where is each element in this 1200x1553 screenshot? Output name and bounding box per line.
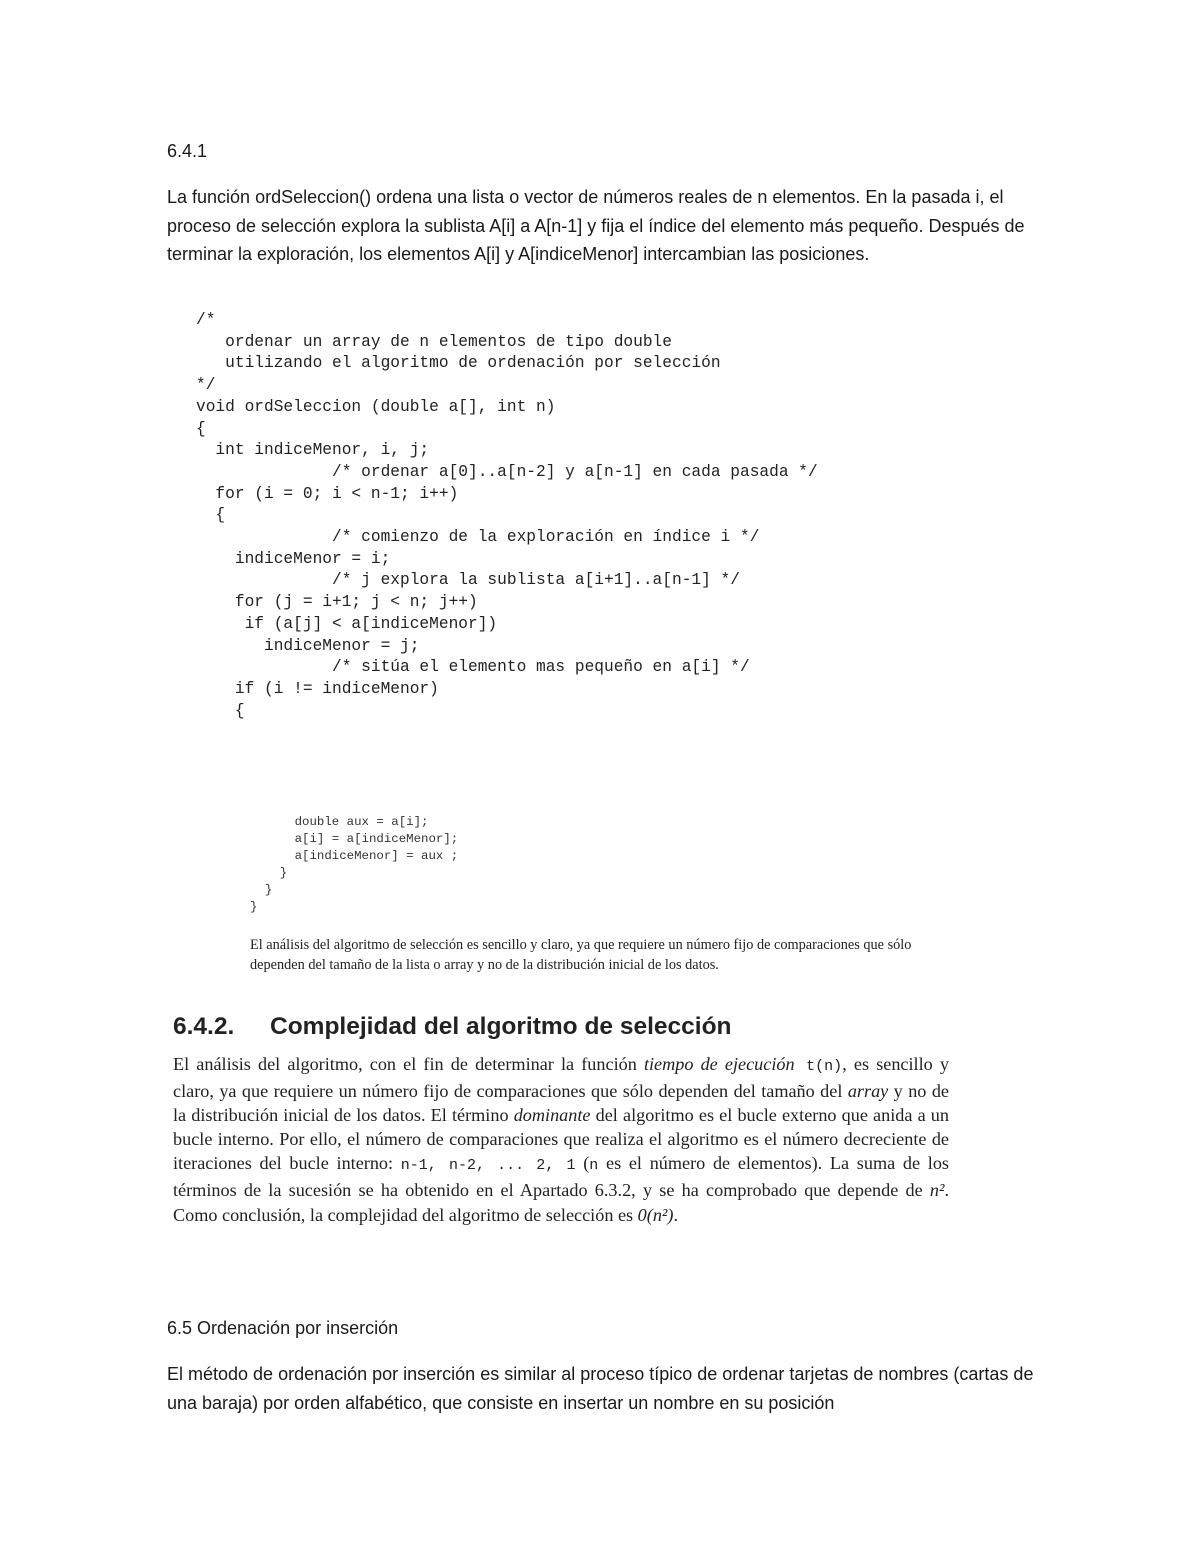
figure-caption: El análisis del algoritmo de selección es sencillo y claro, ya que requiere un número fijo de comparaciones que sólo dependen del tamaño de la lista o array y no de la distribución inicial de los datos. — [250, 937, 912, 973]
section-heading-6-4-2 — [173, 1013, 732, 1041]
text-run: . Como conclusión, la complejidad del algoritmo de selección es — [173, 1180, 949, 1225]
text-run: . — [673, 1204, 678, 1225]
text-run: y no de la distribución inicial de los datos. El término — [173, 1081, 949, 1126]
text-run: ( — [575, 1153, 590, 1174]
inline-code: n — [589, 1157, 599, 1175]
complexity-paragraph — [173, 1052, 949, 1227]
text-run: El análisis del algoritmo, con el fin de determinar la función — [173, 1054, 644, 1074]
section-heading-number: 6.4.2. — [173, 1013, 235, 1040]
inline-code: t(n) — [794, 1058, 843, 1075]
code-listing-continued: double aux = a[i]; a[i] = a[indiceMenor]; a[indiceMenor] = aux ; } } } — [250, 815, 459, 914]
text-run: del algoritmo es el bucle externo que anida a un bucle interno. Por ello, el número de comparaciones que realiza el algoritmo es el número decreciente de iteraciones del bucle interno: — [173, 1105, 949, 1174]
text-run: es el número de elementos). La suma de los términos de la sucesión se ha obtenido en el Apartado 6.3.2, y se ha comprobado que depende de — [173, 1153, 949, 1201]
inline-code: n-1, n-2, ... 2, 1 — [400, 1157, 576, 1175]
math-expression: n² — [929, 1180, 945, 1201]
intro-paragraph: La función ordSeleccion() ordena una lista o vector de números reales de n elementos. En la pasada i, el proceso de selección explora la sublista A[i] a A[n-1] y fija el índice del elemento más pequeño. Después de terminar la exploración, los elementos A[i] y A[indiceMenor] intercambian las posiciones. — [167, 187, 1025, 264]
emphasis-text: tiempo de ejecución — [643, 1054, 795, 1074]
section-number: 6.4.1 — [167, 141, 208, 161]
section-heading-title: Complejidad del algoritmo de selección — [270, 1013, 732, 1040]
emphasis-text: dominante — [513, 1105, 591, 1126]
section-heading-6-5: 6.5 Ordenación por inserción — [167, 1318, 399, 1338]
insertion-paragraph: El método de ordenación por inserción es similar al proceso típico de ordenar tarjetas de nombres (cartas de una baraja) por orden alfabético, que consiste en insertar un nombre en su posición — [167, 1364, 1034, 1413]
math-expression: 0(n²) — [637, 1204, 674, 1225]
text-run: , es sencillo y claro, ya que requiere un número fijo de comparaciones que sólo dependen del tamaño del — [173, 1054, 949, 1102]
code-listing: /* ordenar un array de n elementos de tipo double utilizando el algoritmo de ordenación por selección */ void ordSeleccion (double a[], int n) { int indiceMenor, i, j; /* ordenar a[0]..a[n-2] y a[n-1] en cada pasada */ for (i = 0; i < n-1; i++) { /* comienzo de la exploración en índice i */ indiceMenor = i; /* j explora la sublista a[i+1]..a[n-1] */ for (j = i+1; j < n; j++) if (a[j] < a[indiceMenor]) indiceMenor = j; /* sitúa el elemento mas pequeño en a[i] */ if (i != indiceMenor) { — [196, 311, 818, 720]
emphasis-text: array — [847, 1081, 889, 1102]
